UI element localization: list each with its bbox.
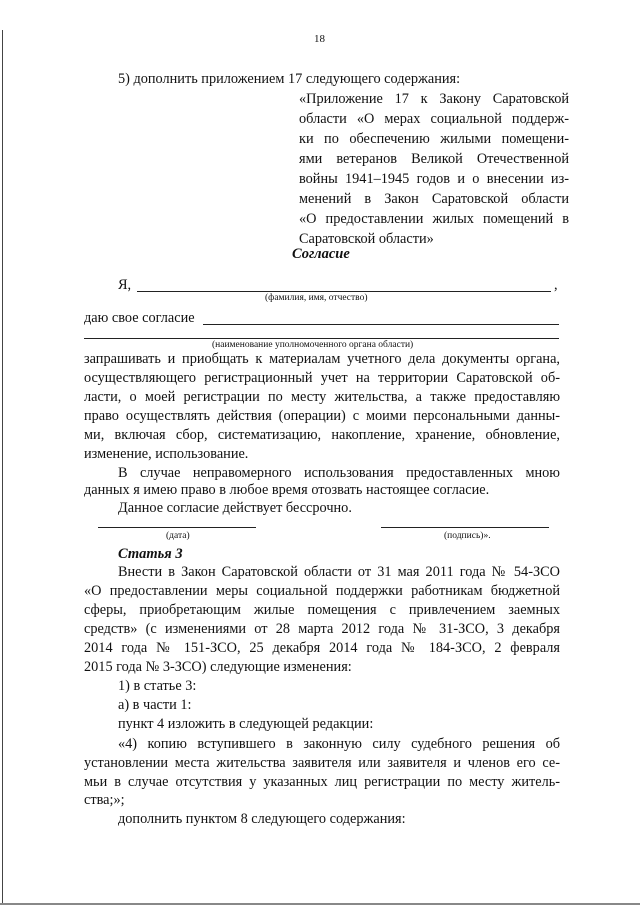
- article3-point-4: пункт 4 изложить в следующей редакции:: [118, 716, 374, 732]
- org-line-1: [203, 324, 559, 325]
- article3-intro-line-6: 2015 года № 3-ЗСО) следующие изменения:: [84, 659, 352, 675]
- appendix-line-1: «Приложение 17 к Закону Саратовской: [299, 91, 569, 107]
- article3-intro-line-4: средств» (с изменениями от 28 марта 2012 года № 31-ЗСО, 3 декабря: [84, 621, 560, 637]
- give-consent-label: даю свое согласие: [84, 310, 195, 326]
- page-number: 18: [314, 33, 325, 45]
- quote-line-4: ства;»;: [84, 792, 125, 808]
- appendix-line-4: ями ветеранов Великой Отечественной: [299, 151, 569, 167]
- fio-caption: (фамилия, имя, отчество): [265, 293, 368, 303]
- article3-point-8: дополнить пунктом 8 следующего содержания:: [118, 811, 406, 827]
- consent-body-line-1: запрашивать и приобщать к материалам учетного дела документы органа,: [84, 351, 560, 367]
- appendix-line-7: «О предоставлении жилых помещений в: [299, 211, 569, 227]
- consent-body-line-5: ми, включая сбор, систематизацию, накопление, хранение, обновление,: [84, 427, 560, 443]
- consent-comma: ,: [554, 277, 558, 293]
- quote-line-3: мьи в случае отсутствия у указанных лиц регистрации по месту житель-: [84, 774, 560, 790]
- signature-caption: (подпись)».: [444, 531, 491, 541]
- consent-body-line-6: изменение, использование.: [84, 446, 249, 462]
- item5-intro: 5) дополнить приложением 17 следующего содержания:: [118, 71, 461, 87]
- date-line: [98, 527, 256, 528]
- article3-intro-line-5: 2014 года № 151-ЗСО, 25 декабря 2014 года № 184-ЗСО, 2 февраля: [84, 640, 560, 656]
- consent-title: Согласие: [292, 246, 350, 262]
- consent-body-line-3: ласти, о моей регистрации по месту жительства, а также предоставляю: [84, 389, 560, 405]
- quote-line-2: установлении места жительства заявителя или заявителя и членов его се-: [84, 755, 560, 771]
- consent-body-line-2: осуществляющего регистрационный учет на территории Саратовской об-: [84, 370, 560, 386]
- consent-ya: Я,: [118, 277, 132, 293]
- signature-line: [381, 527, 549, 528]
- misuse-line-1: В случае неправомерного использования предоставленных мною: [118, 465, 560, 481]
- validity-statement: Данное согласие действует бессрочно.: [118, 500, 352, 516]
- appendix-line-5: войны 1941–1945 годов и о внесении из-: [299, 171, 569, 187]
- article3-item-a: а) в части 1:: [118, 697, 192, 713]
- appendix-line-3: ки по обеспечению жилыми помещени-: [299, 131, 569, 147]
- quote-line-1: «4) копию вступившего в законную силу судебного решения об: [118, 736, 560, 752]
- fio-line: [137, 291, 551, 292]
- appendix-line-2: области «О мерах социальной поддерж-: [299, 111, 569, 127]
- appendix-line-8: Саратовской области»: [299, 231, 434, 247]
- article3-intro-line-2: «О предоставлении меры социальной поддержки работникам бюджетной: [84, 583, 560, 599]
- scan-left-edge: [2, 30, 3, 905]
- consent-body-line-4: право осуществлять действия (операции) с моими персональными данны-: [84, 408, 560, 424]
- appendix-line-6: менений в Закон Саратовской области: [299, 191, 569, 207]
- article3-intro-line-1: Внести в Закон Саратовской области от 31 мая 2011 года № 54-ЗСО: [118, 564, 560, 580]
- org-line-2: [84, 338, 559, 339]
- article3-title: Статья 3: [118, 546, 183, 562]
- org-caption: (наименование уполномоченного органа области): [212, 340, 414, 350]
- date-caption: (дата): [166, 531, 190, 541]
- misuse-line-2: данных я имею право в любое время отозвать настоящее согласие.: [84, 482, 490, 498]
- article3-intro-line-3: сферы, приобретающим жилые помещения с привлечением заемных: [84, 602, 560, 618]
- article3-item-1: 1) в статье 3:: [118, 678, 197, 694]
